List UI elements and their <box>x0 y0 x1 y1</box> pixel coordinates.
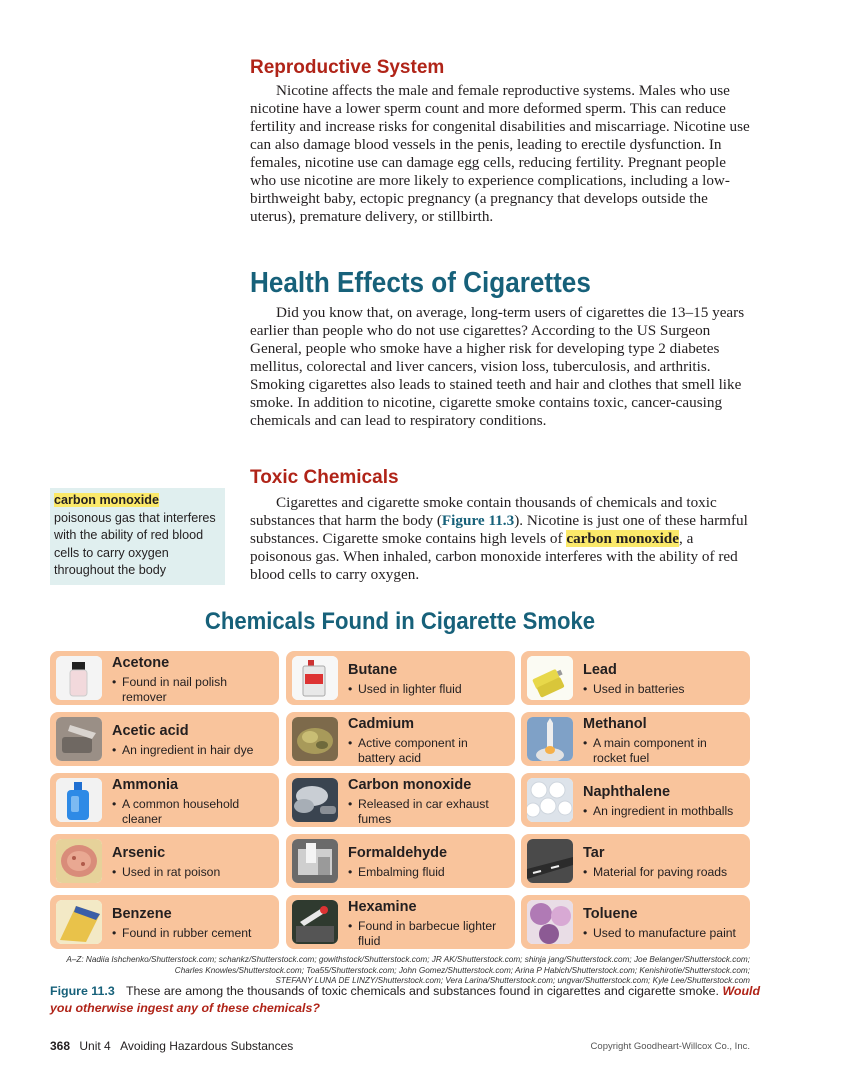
chemical-use: • Released in car exhaust fumes <box>348 797 508 826</box>
health-effects-heading: Health Effects of Cigarettes <box>250 267 591 299</box>
chemical-name: Toluene <box>583 906 638 922</box>
chemical-use: • Embalming fluid <box>348 865 508 880</box>
figure-caption <box>50 983 770 1016</box>
chemical-name: Butane <box>348 662 398 678</box>
photo-credits <box>30 955 750 987</box>
chemical-use: • Used in lighter fluid <box>348 682 508 697</box>
embalming-icon <box>292 839 338 883</box>
chemical-name: Carbon monoxide <box>348 777 472 793</box>
chemical-use: • Found in nail polish remover <box>112 675 272 704</box>
unit-title: Unit 4 Avoiding Hazardous Substances <box>79 1039 294 1053</box>
chemical-use: • A main component in rocket fuel <box>583 736 743 765</box>
chemical-use: • An ingredient in mothballs <box>583 804 743 819</box>
cleaner-bottle-icon <box>56 778 102 822</box>
chemical-use: • Used in rat poison <box>112 865 272 880</box>
credit-line: A–Z: Nadiia Ishchenko/Shutterstock.com; schankz/Shutterstock.com; gowithstock/Shutterstock.com; JR AK/Shutterstock.com; shinja jang/Shutterstock.com; Joe Belanger/Shutterstock.com; <box>66 955 750 964</box>
toxic-text-2: ). Nicotine is just one of these harmful substances. Cigarette smoke contains high levels of <box>250 512 748 547</box>
chemical-card-tar <box>521 834 750 888</box>
reproductive-paragraph: Nicotine affects the male and female reproductive systems. Males who use nicotine have a lower sperm count and more deformed sperm. This can reduce fertility and increase risks for congenital disabilities and miscarriage. Nicotine use can also damage blood vessels in the penis, leading to erectile dysfunction. In females, nicotine use can damage egg cells, reducing fertility. Pregnant people who use nicotine are more likely to experience complications, including a low-birthweight baby, ectopic pregnancy (a pregnancy that develops outside the uterus), premature delivery, or stillbirth. <box>250 82 750 225</box>
health-effects-paragraph: Did you know that, on average, long-term users of cigarettes die 13–15 years earlier than people who do not use cigarettes? According to the US Surgeon General, people who smoke have a higher risk for developing type 2 diabetes mellitus, colorectal and liver cancers, vision loss, tuberculosis, and arthritis. Smoking cigarettes also leads to stained teeth and hair and clothes that smell like smoke. In addition to nicotine, cigarette smoke contains toxic, cancer-causing chemicals and can lead to respiratory conditions. <box>250 304 745 429</box>
battery-icon <box>527 656 573 700</box>
chemical-name: Methanol <box>583 716 647 732</box>
chemical-name: Lead <box>583 662 617 678</box>
chemical-name: Hexamine <box>348 899 417 915</box>
rat-poison-icon <box>56 839 102 883</box>
chemical-card-naphthalene <box>521 773 750 827</box>
copyright: Copyright Goodheart-Willcox Co., Inc. <box>590 1041 750 1052</box>
chemical-card-toluene <box>521 895 750 949</box>
chemical-use: • Used in batteries <box>583 682 743 697</box>
toxic-text-1: Cigarettes and cigarette smoke contain thousands of chemicals and toxic substances that harm the body ( <box>250 494 717 529</box>
glossary-term: carbon monoxide <box>54 493 159 507</box>
page-footer <box>50 1039 293 1053</box>
chemical-use: • Used to manufacture paint <box>583 926 743 941</box>
nail-polish-remover-icon <box>56 656 102 700</box>
credit-line: STEFANY LUNA DE LINZY/Shutterstock.com; Vera Larina/Shutterstock.com; ungvar/Shutterstock.com; Kyle Lee/Shutterstock.com <box>275 976 750 985</box>
car-exhaust-icon <box>292 778 338 822</box>
toxic-chemicals-heading: Toxic Chemicals <box>250 467 399 488</box>
chemical-name: Benzene <box>112 906 172 922</box>
credit-line: Charles Knowles/Shutterstock.com; Toa55/Shutterstock.com; John Gomez/Shutterstock.com; Arina P Habich/Shutterstock.com; Kenishirotie/Shutterstock.com; <box>174 965 750 975</box>
chemical-name: Ammonia <box>112 777 179 793</box>
chemical-card-benzene <box>50 895 279 949</box>
chemical-name: Cadmium <box>348 716 415 732</box>
chemical-name: Naphthalene <box>583 784 671 800</box>
toxic-text-3: , a poisonous gas. When inhaled, carbon monoxide interferes with the ability of red blood cells to carry oxygen. <box>250 530 738 583</box>
figure-reference-link[interactable]: Figure 11.3 <box>441 512 515 529</box>
chemical-name: Arsenic <box>112 845 166 861</box>
lighter-fluid-icon <box>292 656 338 700</box>
chemical-card-carbon-monoxide <box>286 773 515 827</box>
chemical-name: Acetic acid <box>112 723 189 739</box>
chemical-card-ammonia <box>50 773 279 827</box>
chemical-card-formaldehyde <box>286 834 515 888</box>
hair-dye-icon <box>56 717 102 761</box>
paint-icon <box>527 900 573 944</box>
caption-text: These are among the thousands of toxic chemicals and substances found in cigarettes and cigarette smoke. <box>125 984 719 998</box>
figure-number: Figure 11.3 <box>50 984 115 998</box>
chemical-card-cadmium <box>286 712 515 766</box>
barbecue-lighter-icon <box>292 900 338 944</box>
rubber-cement-icon <box>56 900 102 944</box>
highlighted-term[interactable]: carbon monoxide <box>566 530 679 547</box>
figure-title: Chemicals Found in Cigarette Smoke <box>204 608 596 635</box>
chemical-card-lead <box>521 651 750 705</box>
chemical-use: • Found in rubber cement <box>112 926 272 941</box>
chemical-card-acetic-acid <box>50 712 279 766</box>
rocket-icon <box>527 717 573 761</box>
page-number: 368 <box>50 1039 71 1053</box>
chemical-use: • A common household cleaner <box>112 797 272 826</box>
toxic-chemicals-paragraph <box>250 494 755 584</box>
cadmium-ore-icon <box>292 717 338 761</box>
chemical-card-acetone <box>50 651 279 705</box>
chemical-card-arsenic <box>50 834 279 888</box>
chemical-name: Formaldehyde <box>348 845 448 861</box>
chemical-card-hexamine <box>286 895 515 949</box>
mothballs-icon <box>527 778 573 822</box>
chemical-use: • Material for paving roads <box>583 865 743 880</box>
chemical-use: • An ingredient in hair dye <box>112 743 272 758</box>
caption-question: Would you otherwise ingest any of these chemicals? <box>50 984 761 1015</box>
chemical-name: Tar <box>583 845 605 861</box>
chemical-card-butane <box>286 651 515 705</box>
reproductive-heading: Reproductive System <box>250 57 445 78</box>
chemical-use: • Active component in battery acid <box>348 736 508 765</box>
chemical-card-methanol <box>521 712 750 766</box>
glossary-note <box>50 488 225 585</box>
chemical-name: Acetone <box>112 655 170 671</box>
chemical-use: • Found in barbecue lighter fluid <box>348 919 508 948</box>
road-icon <box>527 839 573 883</box>
glossary-definition: poisonous gas that interferes with the ability of red blood cells to carry oxygen throughout the body <box>54 510 216 577</box>
